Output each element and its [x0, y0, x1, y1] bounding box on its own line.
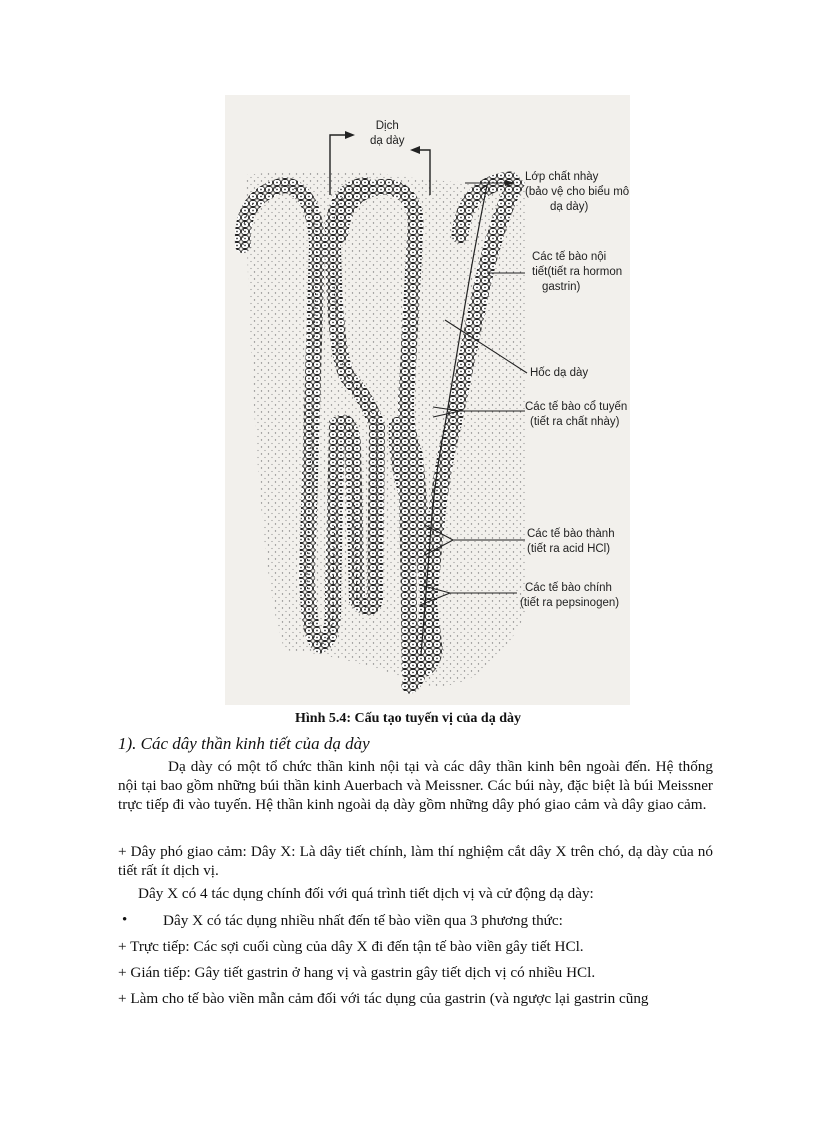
label-gastric-pit: Hốc dạ dày [530, 367, 589, 379]
label-chief-cells: Các tế bào chính (tiết ra pepsinogen) [520, 582, 620, 609]
line-4: Dây X có tác dụng nhiều nhất đến tế bào viền qua 3 phương thức: [163, 912, 563, 929]
label-gastric-juice: Dịch dạ dày [370, 120, 405, 147]
line-3: Dây X có 4 tác dụng chính đối với quá trình tiết dịch vị và cử động dạ dày: [138, 885, 594, 902]
label-parietal-cells: Các tế bào thành (tiết ra acid HCl) [527, 528, 615, 555]
label-mucus-layer: Lớp chất nhày (bảo vệ cho biểu mô dạ dày) [525, 171, 630, 213]
line-6: + Gián tiếp: Gây tiết gastrin ở hang vị và gastrin gây tiết dịch vị có nhiều HCl. [118, 964, 596, 981]
line-7: + Làm cho tế bào viền mẫn cảm đối với tác dụng của gastrin (và ngược lại gastrin cũng [118, 990, 649, 1007]
label-neck-cells: Các tế bào cổ tuyến (tiết ra chất nhày) [525, 401, 628, 428]
bullet-symbol: • [122, 912, 128, 928]
paragraph-1: Dạ dày có một tổ chức thần kinh nội tại và các dây thần kinh bên ngoài đến. Hệ thống nội tại bao gồm những búi thần kinh Auerbach và Meissner. Các búi này, đặc biệt là búi Meissner trực tiếp đi vào tuyến. Hệ thần kinh ngoài dạ dày gồm những dây phó giao cảm và dây giao cảm. [118, 758, 713, 813]
line-5: + Trực tiếp: Các sợi cuối cùng của dây X đi đến tận tế bào viền gây tiết HCl. [118, 938, 584, 955]
gastric-gland-figure [225, 95, 630, 705]
paragraph-2: + Dây phó giao cảm: Dây X: Là dây tiết chính, làm thí nghiệm cắt dây X trên chó, dạ dày của nó tiết rất ít dịch vị. [118, 843, 713, 879]
section-heading: 1). Các dây thần kinh tiết của dạ dày [118, 734, 370, 753]
label-endocrine-cells: Các tế bào nội tiết(tiết ra hormon gastrin) [532, 251, 623, 293]
figure-caption: Hình 5.4: Cấu tạo tuyến vị của dạ dày [295, 711, 521, 726]
